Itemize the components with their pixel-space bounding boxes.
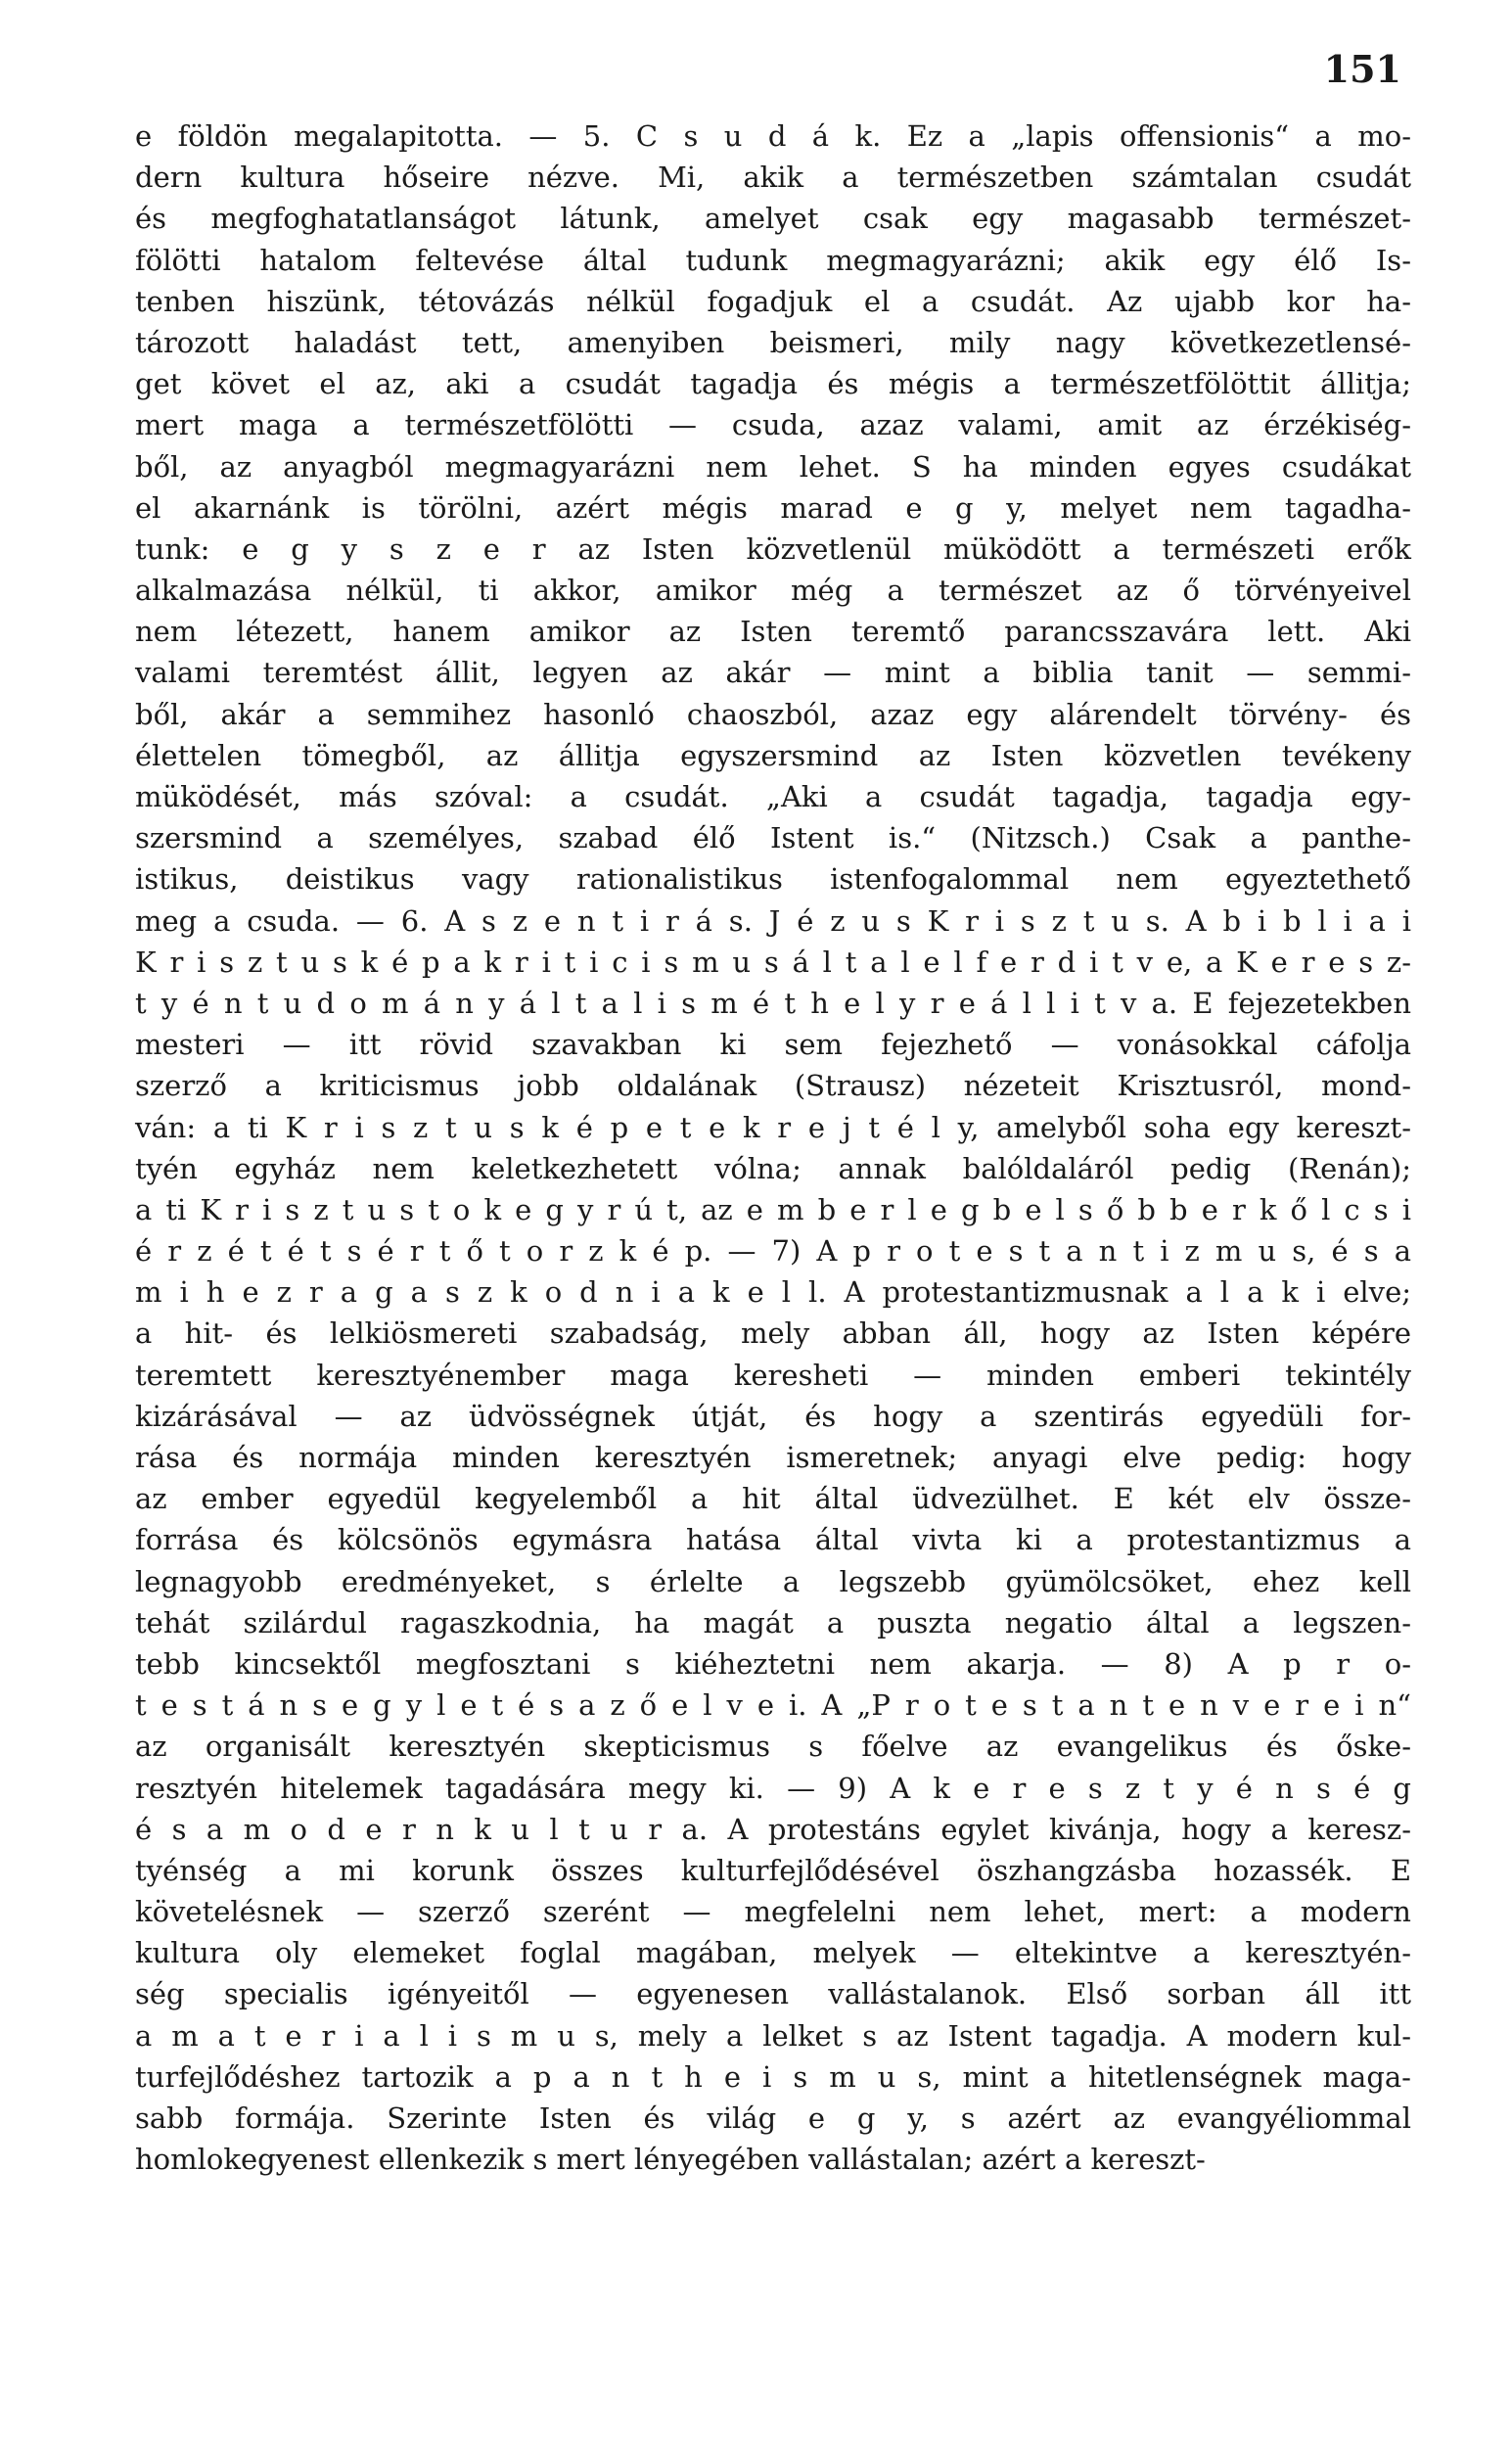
text-line: m i h e z r a g a s z k o d n i a k e l l. A protestantizmusnak a l a k i elve; — [135, 1275, 1411, 1310]
text-line: el akarnánk is törölni, azért mégis marad e g y, melyet nem tagadha- — [135, 490, 1411, 525]
text-line: az organisált keresztyén skepticismus s főelve az evangelikus és őske- — [135, 1730, 1411, 1764]
text-line: tyénség a mi korunk összes kulturfejlődésével öszhangzásba hozassék. E — [135, 1853, 1411, 1887]
text-line: teremtett keresztyénember maga keresheti — minden emberi tekintély — [135, 1358, 1411, 1392]
text-line: homlokegyenest ellenkezik s mert lényegében vallástalan; azért a kereszt- — [135, 2143, 1206, 2177]
text-line: az ember egyedül kegyelemből a hit által üdvezülhet. E két elv össze- — [135, 1482, 1411, 1516]
text-line: resztyén hitelemek tagadására megy ki. — 9) A k e r e s z t y é n s é g — [135, 1771, 1411, 1805]
text-line: tenben hiszünk, tétovázás nélkül fogadjuk el a csudát. Az ujabb kor ha- — [135, 284, 1411, 318]
text-line: a ti K r i s z t u s t o k e g y r ú t, az e m b e r l e g b e l s ő b b e r k ő l c s i — [135, 1192, 1411, 1226]
page-number: 151 — [1323, 47, 1401, 91]
text-line: tározott haladást tett, amenyiben beismeri, mily nagy következetlensé- — [135, 325, 1411, 359]
text-line: mert maga a természetfölötti — csuda, azaz valami, amit az érzékiség- — [135, 408, 1411, 442]
text-line: tebb kincsektől megfosztani s kiéheztetni nem akarja. — 8) A p r o- — [135, 1646, 1411, 1681]
text-line: sabb formája. Szerinte Isten és világ e g y, s azért az evangyéliommal — [135, 2101, 1411, 2135]
text-line: dern kultura hőseire nézve. Mi, akik a természetben számtalan csudát — [135, 161, 1411, 195]
text-line: rása és normája minden keresztyén ismeretnek; anyagi elve pedig: hogy — [135, 1441, 1411, 1474]
text-line: nem létezett, hanem amikor az Isten teremtő parancsszavára lett. Aki — [135, 615, 1411, 649]
text-line: forrása és kölcsönös egymásra hatása által vivta ki a protestantizmus a — [135, 1523, 1411, 1557]
text-line: é s a m o d e r n k u l t u r a. A protestáns egylet kivánja, hogy a keresz- — [135, 1812, 1411, 1846]
text-line: szerző a kriticismus jobb oldalának (Strausz) nézeteit Krisztusról, mond- — [135, 1069, 1411, 1103]
text-line: legnagyobb eredményeket, s érlelte a legszebb gyümölcsöket, ehez kell — [135, 1564, 1411, 1598]
text-line: meg a csuda. — 6. A s z e n t i r á s. J é z u s K r i s z t u s. A b i b l i a i — [135, 903, 1411, 938]
text-line: tehát szilárdul ragaszkodnia, ha magát a puszta negatio által a legszen- — [135, 1605, 1411, 1639]
body-text — [135, 115, 1411, 2180]
text-line: tyén egyház nem keletkezhetett vólna; annak balóldaláról pedig (Renán); — [135, 1151, 1411, 1185]
text-line: kultura oly elemeket foglal magában, melyek — eltekintve a keresztyén- — [135, 1936, 1411, 1970]
text-line: valami teremtést állit, legyen az akár — mint a biblia tanit — semmi- — [135, 656, 1411, 690]
text-line: ből, az anyagból megmagyarázni nem lehet. S ha minden egyes csudákat — [135, 449, 1411, 484]
text-line: müködését, más szóval: a csudát. „Aki a csudát tagadja, tagadja egy- — [135, 780, 1411, 813]
text-line: ből, akár a semmihez hasonló chaoszból, azaz egy alárendelt törvény- és — [135, 697, 1411, 731]
text-line: és megfoghatatlanságot látunk, amelyet csak egy magasabb természet- — [135, 202, 1411, 236]
text-line: t e s t á n s e g y l e t é s a z ő e l v e i. A „P r o t e s t a n t e n v e r e i n“ — [135, 1688, 1411, 1723]
text-line: követelésnek — szerző szerént — megfelelni nem lehet, mert: a modern — [135, 1895, 1411, 1929]
text-line: ván: a ti K r i s z t u s k é p e t e k r e j t é l y, amelyből soha egy kereszt- — [135, 1110, 1411, 1144]
text-line: a m a t e r i a l i s m u s, mely a lelket s az Istent tagadja. A modern kul- — [135, 2018, 1411, 2053]
text-line: ség specialis igényeitől — egyenesen vallástalanok. Első sorban áll itt — [135, 1977, 1411, 2011]
text-line: kizárásával — az üdvösségnek útját, és hogy a szentirás egyedüli for- — [135, 1399, 1411, 1433]
text-line: t y é n t u d o m á n y á l t a l i s m é t h e l y r e á l l i t v a. E fejezetekben — [135, 986, 1411, 1020]
text-line: fölötti hatalom feltevése által tudunk megmagyarázni; akik egy élő Is- — [135, 243, 1411, 277]
text-line: e földön megalapitotta. — 5. C s u d á k. Ez a „lapis offensionis“ a mo- — [135, 119, 1411, 153]
text-line: mesteri — itt rövid szavakban ki sem fejezhető — vonásokkal cáfolja — [135, 1028, 1411, 1062]
text-line: turfejlődéshez tartozik a p a n t h e i s m u s, mint a hitetlenségnek maga- — [135, 2059, 1411, 2094]
text-line: alkalmazása nélkül, ti akkor, amikor még a természet az ő törvényeivel — [135, 574, 1411, 608]
text-line: szersmind a személyes, szabad élő Istent is.“ (Nitzsch.) Csak a panthe- — [135, 821, 1411, 855]
text-line: get követ el az, aki a csudát tagadja és mégis a természetfölöttit állitja; — [135, 367, 1411, 401]
text-line: tunk: e g y s z e r az Isten közvetlenül müködött a természeti erők — [135, 531, 1411, 566]
text-line: istikus, deistikus vagy rationalistikus istenfogalommal nem egyeztethető — [135, 862, 1411, 897]
text-line: é r z é t é t s é r t ő t o r z k é p. — 7) A p r o t e s t a n t i z m u s, é s a — [135, 1234, 1411, 1269]
text-line: a hit- és lelkiösmereti szabadság, mely abban áll, hogy az Isten képére — [135, 1316, 1411, 1351]
text-line: K r i s z t u s k é p a k r i t i c i s m u s á l t a l e l f e r d i t v e, a K e r e s z- — [135, 945, 1411, 979]
text-line: élettelen tömegből, az állitja egyszersmind az Isten közvetlen tevékeny — [135, 738, 1411, 772]
